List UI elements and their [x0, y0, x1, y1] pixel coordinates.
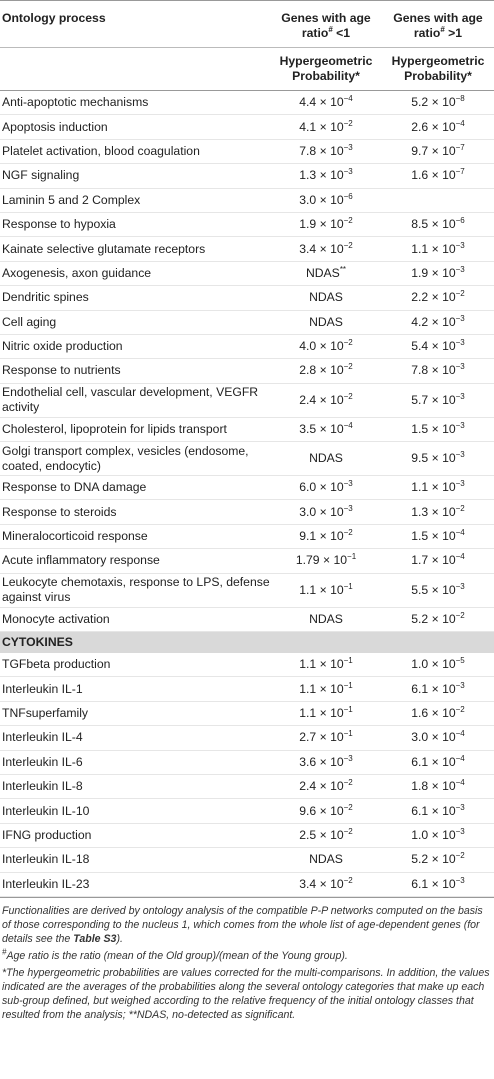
ontology-name: Interleukin IL-8	[0, 774, 270, 798]
table-s3-reference: Table S3	[73, 932, 117, 945]
probability-gt1	[382, 726, 494, 750]
probability-gt1	[382, 476, 494, 500]
value-mantissa: 1.1 × 10	[411, 480, 456, 495]
value-mantissa: 2.4 × 10	[299, 392, 344, 407]
value-mantissa: 2.8 × 10	[299, 363, 344, 378]
table-row	[0, 524, 494, 548]
value-mantissa: 4.4 × 10	[299, 95, 344, 110]
value-mantissa: 3.0 × 10	[299, 192, 344, 207]
value-mantissa: NDAS	[309, 852, 343, 867]
value-mantissa: 3.0 × 10	[411, 730, 456, 745]
footnote-functionalities-text: Functionalities are derived by ontology analysis of the compatible P-P networks computed on the basis of those corresponding to the nucleus 1, which comes from the whole list of age-dependent genes (for details see the	[2, 904, 483, 945]
value-exponent: −3	[343, 142, 353, 152]
value-mantissa: 3.4 × 10	[299, 876, 344, 891]
probability-lt1	[270, 653, 382, 677]
value-exponent: −1	[343, 581, 353, 591]
ontology-name: Response to steroids	[0, 500, 270, 524]
value-mantissa: NDAS	[305, 265, 340, 280]
probability-lt1	[270, 823, 382, 847]
table-row	[0, 726, 494, 750]
footnote-hash-mark: #	[2, 947, 7, 957]
probability-lt1	[270, 848, 382, 872]
value-exponent: −8	[455, 94, 465, 104]
subheader-hypergeometric-lt	[270, 48, 382, 91]
value-mantissa: 5.2 × 10	[411, 95, 456, 110]
probability-lt1	[270, 417, 382, 441]
probability-gt1	[382, 573, 494, 607]
value-exponent: −4	[455, 753, 465, 763]
value-mantissa: 6.1 × 10	[411, 876, 456, 891]
probability-lt1	[270, 607, 382, 631]
table-row	[0, 286, 494, 310]
value-exponent: −2	[455, 851, 465, 861]
subheader-line1: Hypergeometric	[279, 54, 373, 68]
ontology-name: Golgi transport complex, vesicles (endosome, coated, endocytic)	[0, 442, 270, 476]
value-mantissa: 1.6 × 10	[411, 168, 456, 183]
ontology-name: Cholesterol, lipoprotein for lipids transport	[0, 417, 270, 441]
subheader-line2: Probability*	[292, 69, 360, 83]
ontology-name: Cell aging	[0, 310, 270, 334]
probability-lt1	[270, 310, 382, 334]
table-row	[0, 91, 494, 115]
value-exponent: −3	[455, 450, 465, 460]
header-hash-mark: #	[328, 24, 333, 34]
value-mantissa: 1.1 × 10	[411, 241, 456, 256]
ontology-name: Leukocyte chemotaxis, response to LPS, defense against virus	[0, 573, 270, 607]
probability-gt1	[382, 549, 494, 573]
ontology-name: Monocyte activation	[0, 607, 270, 631]
probability-lt1	[270, 872, 382, 896]
table-row	[0, 549, 494, 573]
probability-gt1	[382, 212, 494, 236]
header-age-ratio-gt1	[382, 1, 494, 48]
probability-gt1	[382, 115, 494, 139]
ontology-name: Platelet activation, blood coagulation	[0, 139, 270, 163]
section-label: CYTOKINES	[0, 632, 494, 654]
probability-lt1	[270, 774, 382, 798]
probability-lt1	[270, 549, 382, 573]
value-exponent: −2	[343, 875, 353, 885]
table-row	[0, 607, 494, 631]
value-exponent: −2	[343, 778, 353, 788]
probability-gt1	[382, 653, 494, 677]
value-exponent: −2	[455, 503, 465, 513]
ontology-name: Dendritic spines	[0, 286, 270, 310]
table-row	[0, 261, 494, 285]
value-exponent: −3	[343, 167, 353, 177]
probability-lt1	[270, 799, 382, 823]
value-exponent: −4	[343, 94, 353, 104]
value-exponent: −3	[455, 581, 465, 591]
table-row	[0, 500, 494, 524]
value-mantissa: 7.8 × 10	[411, 363, 456, 378]
probability-gt1	[382, 774, 494, 798]
value-exponent: −3	[455, 420, 465, 430]
value-exponent: −4	[455, 552, 465, 562]
value-mantissa: 2.7 × 10	[299, 730, 344, 745]
probability-gt1	[382, 139, 494, 163]
header-age-ratio-lt1	[270, 1, 382, 48]
subheader-line1: Hypergeometric	[391, 54, 485, 68]
table-row	[0, 750, 494, 774]
value-mantissa: 4.2 × 10	[411, 314, 456, 329]
value-mantissa: 1.5 × 10	[411, 421, 456, 436]
value-exponent: −3	[343, 753, 353, 763]
value-exponent: −4	[343, 420, 353, 430]
value-mantissa: NDAS	[309, 611, 343, 626]
value-mantissa: 3.5 × 10	[299, 421, 344, 436]
probability-gt1	[382, 442, 494, 476]
value-mantissa: NDAS	[309, 290, 343, 305]
ontology-name: Kainate selective glutamate receptors	[0, 237, 270, 261]
footnote-functionalities	[2, 904, 492, 946]
table-row	[0, 573, 494, 607]
value-mantissa: 2.4 × 10	[299, 779, 344, 794]
probability-lt1	[270, 188, 382, 212]
ontology-name: Interleukin IL-1	[0, 677, 270, 701]
probability-gt1	[382, 237, 494, 261]
value-exponent: −2	[455, 289, 465, 299]
ontology-name: Interleukin IL-4	[0, 726, 270, 750]
value-mantissa: 1.79 × 10	[295, 553, 348, 568]
probability-lt1	[270, 573, 382, 607]
table-row	[0, 442, 494, 476]
value-mantissa: 5.2 × 10	[411, 852, 456, 867]
probability-gt1	[382, 286, 494, 310]
probability-lt1	[270, 701, 382, 725]
probability-gt1	[382, 524, 494, 548]
value-mantissa: 6.1 × 10	[411, 754, 456, 769]
value-mantissa: 1.9 × 10	[411, 265, 456, 280]
probability-lt1	[270, 524, 382, 548]
ontology-name: Interleukin IL-18	[0, 848, 270, 872]
ontology-name: Acute inflammatory response	[0, 549, 270, 573]
header-hash-mark: #	[440, 24, 445, 34]
value-exponent: −6	[455, 216, 465, 226]
subheader-hypergeometric-gt	[382, 48, 494, 91]
table-row	[0, 383, 494, 417]
table-row	[0, 212, 494, 236]
value-exponent: −2	[343, 216, 353, 226]
probability-gt1	[382, 188, 494, 212]
header-age-ratio-gt1-line1: Genes with age	[393, 11, 483, 25]
value-mantissa: 7.8 × 10	[299, 143, 344, 158]
value-exponent: −1	[343, 656, 353, 666]
value-exponent: −3	[343, 479, 353, 489]
value-exponent: −6	[343, 191, 353, 201]
table-row	[0, 237, 494, 261]
value-exponent: −4	[455, 118, 465, 128]
value-exponent: −2	[343, 240, 353, 250]
probability-gt1	[382, 823, 494, 847]
value-mantissa: 6.0 × 10	[299, 480, 344, 495]
ontology-name: Response to hypoxia	[0, 212, 270, 236]
table-body	[0, 91, 494, 897]
table-footnotes	[0, 897, 494, 1022]
table-row	[0, 872, 494, 896]
table-row	[0, 799, 494, 823]
value-exponent: −3	[343, 503, 353, 513]
value-mantissa: 1.3 × 10	[299, 168, 344, 183]
probability-gt1	[382, 677, 494, 701]
value-mantissa: 5.2 × 10	[411, 611, 456, 626]
ontology-name: Interleukin IL-10	[0, 799, 270, 823]
probability-lt1	[270, 139, 382, 163]
table-row	[0, 139, 494, 163]
footnote-age-ratio-text: Age ratio is the ratio (mean of the Old group)/(mean of the Young group).	[6, 949, 348, 962]
probability-lt1	[270, 164, 382, 188]
value-exponent: −4	[455, 527, 465, 537]
header-age-ratio-lt1-ratio: ratio	[301, 26, 329, 40]
table-row	[0, 115, 494, 139]
value-exponent: −7	[455, 142, 465, 152]
value-exponent: −3	[455, 313, 465, 323]
value-exponent: −2	[455, 610, 465, 620]
value-mantissa: 5.4 × 10	[411, 339, 456, 354]
probability-gt1	[382, 359, 494, 383]
ontology-name: Nitric oxide production	[0, 334, 270, 358]
ontology-name: Endothelial cell, vascular development, VEGFR activity	[0, 383, 270, 417]
ontology-name: Interleukin IL-23	[0, 872, 270, 896]
header-age-ratio-lt1-line1: Genes with age	[281, 11, 371, 25]
value-mantissa: 1.1 × 10	[299, 582, 344, 597]
value-exponent: −2	[343, 826, 353, 836]
value-mantissa: 5.7 × 10	[411, 392, 456, 407]
table-row	[0, 334, 494, 358]
value-mantissa: 9.6 × 10	[299, 803, 344, 818]
value-mantissa: 1.7 × 10	[411, 553, 456, 568]
table-row	[0, 188, 494, 212]
value-exponent: −3	[455, 240, 465, 250]
probability-lt1	[270, 442, 382, 476]
value-mantissa: 1.0 × 10	[411, 657, 456, 672]
value-mantissa: 4.0 × 10	[299, 339, 344, 354]
header-ontology-process: Ontology process	[0, 1, 270, 48]
ontology-name: Laminin 5 and 2 Complex	[0, 188, 270, 212]
footnote-age-ratio	[2, 949, 492, 963]
value-mantissa: 4.1 × 10	[299, 119, 344, 134]
value-exponent: −3	[455, 826, 465, 836]
ontology-name: TNFsuperfamily	[0, 701, 270, 725]
probability-lt1	[270, 750, 382, 774]
probability-lt1	[270, 91, 382, 115]
value-exponent: −2	[343, 802, 353, 812]
value-exponent: −4	[455, 729, 465, 739]
value-exponent: −3	[455, 362, 465, 372]
header-row	[0, 1, 494, 48]
probability-lt1	[270, 212, 382, 236]
table-row	[0, 310, 494, 334]
probability-gt1	[382, 91, 494, 115]
value-mantissa: 1.0 × 10	[411, 827, 456, 842]
value-mantissa: 5.5 × 10	[411, 582, 456, 597]
value-exponent: −1	[343, 729, 353, 739]
table-row	[0, 164, 494, 188]
probability-gt1	[382, 607, 494, 631]
value-mantissa: NDAS	[309, 314, 343, 329]
value-exponent: −4	[455, 778, 465, 788]
value-mantissa: 1.6 × 10	[411, 706, 456, 720]
probability-gt1	[382, 701, 494, 725]
value-mantissa: 8.5 × 10	[411, 217, 456, 232]
value-mantissa: 6.1 × 10	[411, 681, 456, 696]
value-mantissa: 1.8 × 10	[411, 779, 456, 794]
value-mantissa: 6.1 × 10	[411, 803, 456, 818]
table-row	[0, 653, 494, 677]
table-row	[0, 848, 494, 872]
table-row	[0, 677, 494, 701]
probability-lt1	[270, 500, 382, 524]
ontology-name: Interleukin IL-6	[0, 750, 270, 774]
ontology-name: NGF signaling	[0, 164, 270, 188]
footnote-functionalities-end: ).	[116, 932, 123, 945]
value-exponent: −2	[343, 527, 353, 537]
value-exponent: −3	[455, 875, 465, 885]
probability-gt1	[382, 872, 494, 896]
header-age-ratio-gt1-ratio: ratio	[413, 26, 441, 40]
value-mantissa: 2.2 × 10	[411, 290, 456, 305]
probability-lt1	[270, 286, 382, 310]
value-exponent: −1	[347, 552, 357, 562]
value-mantissa: 2.6 × 10	[411, 119, 456, 134]
table-row	[0, 359, 494, 383]
ontology-name: Response to DNA damage	[0, 476, 270, 500]
value-exponent: −3	[455, 680, 465, 690]
table-row	[0, 417, 494, 441]
subheader-row	[0, 48, 494, 91]
value-exponent: −2	[455, 704, 465, 714]
subheader-line2: Probability*	[404, 69, 472, 83]
value-exponent: −3	[455, 338, 465, 348]
section-row-cytokines	[0, 632, 494, 654]
probability-lt1	[270, 726, 382, 750]
probability-lt1	[270, 383, 382, 417]
value-mantissa: 2.5 × 10	[299, 827, 344, 842]
table-row	[0, 823, 494, 847]
value-exponent: −3	[455, 264, 465, 274]
ontology-name: Axogenesis, axon guidance	[0, 261, 270, 285]
value-mantissa: 1.3 × 10	[411, 504, 456, 519]
table-row	[0, 476, 494, 500]
value-exponent: −3	[455, 479, 465, 489]
probability-lt1	[270, 476, 382, 500]
value-exponent: −7	[455, 167, 465, 177]
subheader-empty	[0, 48, 270, 91]
value-exponent: **	[339, 264, 347, 274]
probability-gt1	[382, 383, 494, 417]
probability-lt1	[270, 261, 382, 285]
value-mantissa: 1.1 × 10	[299, 706, 344, 720]
value-mantissa: 1.1 × 10	[299, 681, 344, 696]
value-mantissa: 1.1 × 10	[299, 657, 344, 672]
probability-gt1	[382, 417, 494, 441]
ontology-name: IFNG production	[0, 823, 270, 847]
footnote-hypergeometric: *The hypergeometric probabilities are values corrected for the multi-comparisons. In addition, the values indicated are the averages of the probabilities along the several ontology categories that make up each sub-group defined, but weighed according to the relative frequency of the initial ontology classes that resulted from the analysis; **NDAS, no-detected as significant.	[2, 966, 490, 1021]
value-mantissa: 3.0 × 10	[299, 504, 344, 519]
probability-gt1	[382, 848, 494, 872]
probability-lt1	[270, 334, 382, 358]
header-age-ratio-lt1-cond: <1	[332, 26, 351, 40]
value-mantissa: NDAS	[309, 451, 343, 466]
value-exponent: −3	[455, 802, 465, 812]
ontology-name: Anti-apoptotic mechanisms	[0, 91, 270, 115]
value-exponent: −1	[343, 704, 353, 714]
value-exponent: −1	[343, 680, 353, 690]
header-age-ratio-gt1-cond: >1	[444, 26, 463, 40]
table-row	[0, 774, 494, 798]
probability-lt1	[270, 359, 382, 383]
value-mantissa: 1.5 × 10	[411, 529, 456, 544]
probability-gt1	[382, 164, 494, 188]
value-mantissa: 9.5 × 10	[411, 451, 456, 466]
value-exponent: −3	[455, 391, 465, 401]
value-exponent: −2	[343, 362, 353, 372]
value-mantissa: 9.7 × 10	[411, 143, 456, 158]
ontology-name: Response to nutrients	[0, 359, 270, 383]
value-exponent: −5	[455, 656, 465, 666]
ontology-name: Mineralocorticoid response	[0, 524, 270, 548]
probability-gt1	[382, 261, 494, 285]
value-exponent: −2	[343, 118, 353, 128]
value-mantissa: 3.6 × 10	[299, 754, 344, 769]
probability-gt1	[382, 500, 494, 524]
value-exponent: −2	[343, 391, 353, 401]
probability-lt1	[270, 237, 382, 261]
ontology-name: Apoptosis induction	[0, 115, 270, 139]
probability-lt1	[270, 677, 382, 701]
ontology-name: TGFbeta production	[0, 653, 270, 677]
value-mantissa: 3.4 × 10	[299, 241, 344, 256]
table-row	[0, 701, 494, 725]
value-exponent: −2	[343, 338, 353, 348]
probability-lt1	[270, 115, 382, 139]
probability-gt1	[382, 750, 494, 774]
value-mantissa: 9.1 × 10	[299, 529, 344, 544]
probability-gt1	[382, 334, 494, 358]
value-mantissa: 1.9 × 10	[299, 217, 344, 232]
probability-gt1	[382, 310, 494, 334]
probability-gt1	[382, 799, 494, 823]
